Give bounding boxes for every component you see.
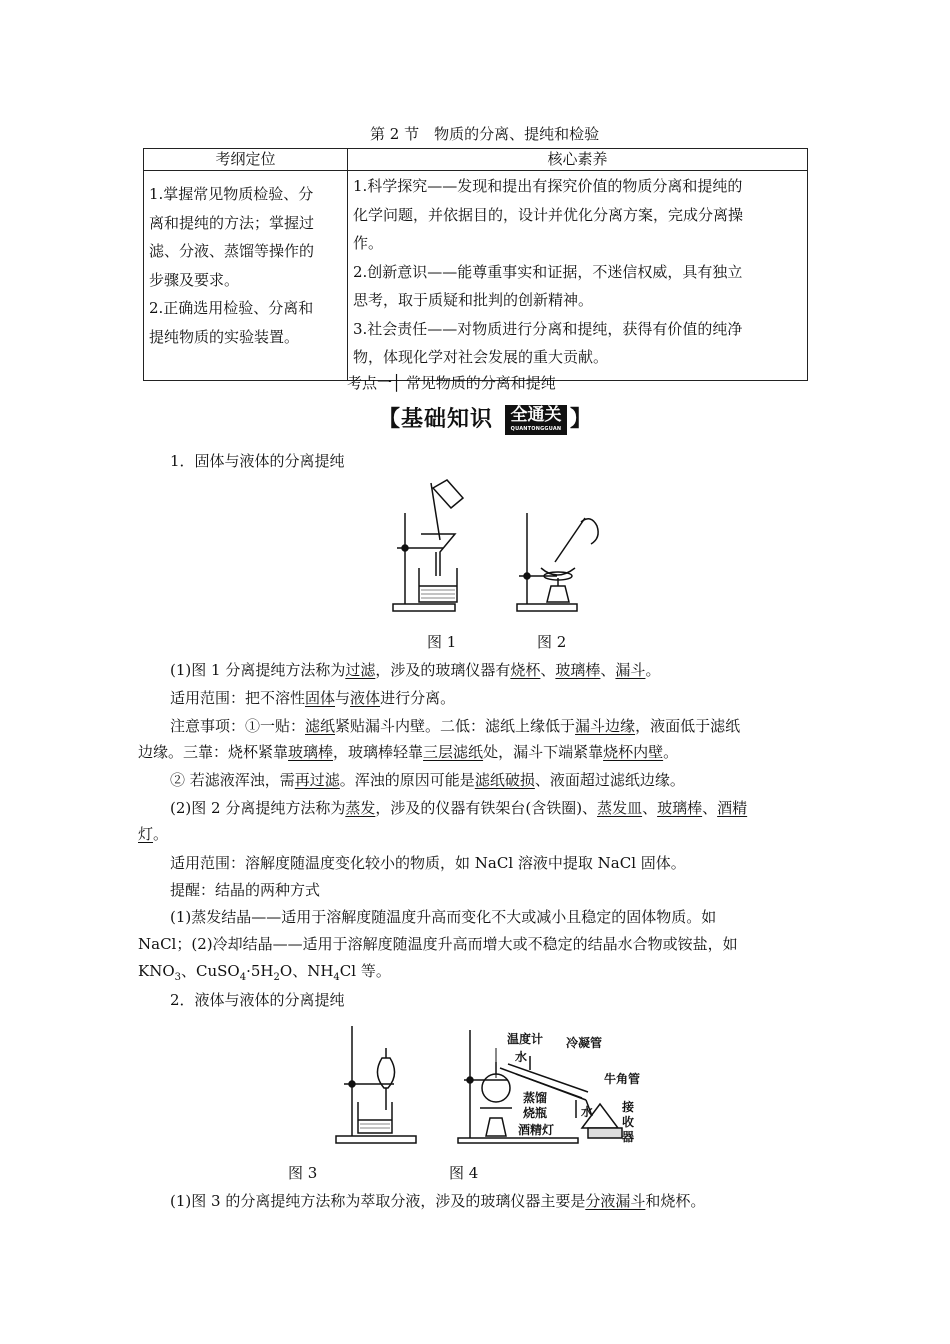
answer: 蒸发皿: [597, 799, 643, 817]
fig4-caption: 图 4: [449, 1164, 479, 1182]
text: (1)图 1 分离提纯方法称为: [170, 661, 346, 679]
label-receiver-2: 收: [622, 1115, 635, 1129]
text: ·5H: [246, 962, 274, 980]
answer: 过滤: [345, 661, 376, 679]
fig1-caption: 图 1: [427, 633, 457, 651]
table-cell-right: [348, 171, 808, 381]
point-heading: 考点一│ 常见物质的分离和提纯: [347, 374, 556, 392]
label-thermometer: 温度计: [507, 1032, 544, 1046]
left-line: 离和提纯的方法；掌握过: [149, 213, 315, 232]
paragraph-examples: [138, 961, 391, 988]
right-line: 1.科学探究——发现和提出有探究价值的物质分离和提纯的: [353, 177, 743, 195]
right-line: 物，体现化学对社会发展的重大贡献。: [353, 348, 609, 366]
text: 与: [335, 689, 351, 707]
text: 。: [153, 825, 169, 843]
answer: 酒精: [717, 799, 748, 817]
text: 、: [540, 661, 556, 679]
answer: 滤纸破损: [474, 771, 535, 789]
label-receiver-3: 器: [622, 1130, 635, 1144]
label-receiver-1: 接: [622, 1100, 635, 1114]
paragraph-scope2: 适用范围：溶解度随温度变化较小的物质，如 NaCl 溶液中提取 NaCl 固体。: [170, 854, 686, 872]
text: ，涉及的玻璃仪器有: [375, 661, 511, 679]
answer: 三层滤纸: [423, 743, 484, 761]
text: ，液面低于滤纸: [635, 717, 741, 735]
banner-title: [378, 404, 493, 436]
text: 紧贴漏斗内壁。二低：滤纸上缘低于: [335, 717, 576, 735]
label-condenser: 冷凝管: [566, 1036, 603, 1050]
left-line: 滤、分液、蒸馏等操作的: [149, 242, 315, 260]
paragraph-fig2-cont: [138, 824, 168, 845]
text: Cl 等。: [339, 962, 391, 980]
text: ，玻璃棒轻靠: [333, 743, 424, 761]
section-title: 第 2 节 物质的分离、提纯和检验: [370, 125, 600, 143]
text: (2)图 2 分离提纯方法称为: [170, 799, 346, 817]
paragraph-fig3: [170, 1191, 705, 1212]
banner-main: 【基础知识: [378, 407, 494, 432]
text: (1)图 3 的分离提纯方法称为萃取分液，涉及的玻璃仪器主要是: [170, 1192, 586, 1210]
text: 、: [702, 799, 718, 817]
subscript: 3: [174, 972, 182, 983]
answer: 玻璃棒: [555, 661, 601, 679]
text: KNO: [138, 962, 175, 980]
text: 和烧杯。: [645, 1192, 706, 1210]
section2-heading: 2．液体与液体的分离提纯: [170, 991, 345, 1009]
left-line: 步骤及要求。: [149, 270, 240, 289]
answer: 再过滤: [294, 771, 340, 789]
table-header-left: 考纲定位: [144, 149, 348, 171]
answer: 滤纸: [305, 717, 336, 735]
text: O、NH: [279, 962, 334, 980]
filtration-evaporation-figure: [385, 478, 615, 618]
paragraph-scope1: [170, 688, 455, 709]
banner-badge-small: QUANTONGGUAN: [510, 426, 562, 432]
text: 边缘。三靠：烧杯紧靠: [138, 743, 289, 761]
text: 。浑浊的原因可能是: [339, 771, 475, 789]
text: 、CuSO: [181, 962, 240, 980]
text: ，涉及的仪器有铁架台(含铁圈)、: [375, 799, 598, 817]
label-water-out: 水: [515, 1050, 528, 1064]
answer: 烧杯: [510, 661, 541, 679]
subscript: 2: [273, 972, 280, 983]
section1-heading: 1．固体与液体的分离提纯: [170, 452, 345, 470]
answer: 烧杯内壁: [603, 743, 664, 761]
left-line: 1.掌握常见物质检验、分: [149, 185, 314, 203]
outline-table: [143, 148, 808, 381]
text: ② 若滤液浑浊，需: [170, 771, 295, 789]
label-water-in: 水: [581, 1105, 594, 1119]
paragraph-reminder: 提醒：结晶的两种方式: [170, 881, 321, 899]
text: 、: [600, 661, 616, 679]
answer: 固体: [305, 689, 336, 707]
banner-badge: [505, 405, 567, 435]
paragraph-notes: [170, 716, 740, 737]
text: 进行分离。: [380, 689, 456, 707]
table-header-right: 核心素养: [348, 149, 808, 171]
banner-badge-text: 全通关: [510, 405, 562, 425]
paragraph-fig1: [170, 660, 660, 681]
fig3-caption: 图 3: [288, 1164, 318, 1182]
answer: 分液漏斗: [585, 1192, 646, 1210]
answer: 蒸发: [345, 799, 376, 817]
left-line: 提纯物质的实验装置。: [149, 327, 300, 346]
paragraph-turbid: [170, 770, 685, 791]
label-lamp: 酒精灯: [518, 1123, 555, 1137]
text: 。: [645, 661, 661, 679]
banner-close: 】: [570, 407, 593, 432]
answer: 玻璃棒: [288, 743, 334, 761]
subscript: 4: [239, 972, 247, 983]
right-line: 思考，取于质疑和批判的创新精神。: [353, 291, 594, 309]
answer: 漏斗: [615, 661, 646, 679]
right-line: 2.创新意识——能尊重事实和证据，不迷信权威，具有独立: [353, 262, 743, 281]
answer: 液体: [350, 689, 381, 707]
text: 注意事项：①一贴：: [170, 717, 306, 735]
right-line: 作。: [353, 234, 384, 252]
answer: 灯: [138, 825, 154, 843]
text: 、: [642, 799, 658, 817]
text: 、液面超过滤纸边缘。: [534, 771, 685, 789]
fig2-caption: 图 2: [537, 633, 567, 651]
paragraph-notes-cont: [138, 742, 678, 763]
answer: 漏斗边缘: [575, 717, 636, 735]
answer: 玻璃棒: [657, 799, 703, 817]
text: 适用范围：把不溶性: [170, 689, 306, 707]
label-adapter: 牛角管: [604, 1072, 641, 1086]
paragraph-crystal1: (1)蒸发结晶——适用于溶解度随温度升高而变化不大或减小且稳定的固体物质。如: [170, 908, 717, 926]
paragraph-crystal2: NaCl；(2)冷却结晶——适用于溶解度随温度升高而增大或不稳定的结晶水合物或铵盐，如: [138, 935, 738, 953]
right-line: 化学问题，并依据目的，设计并优化分离方案，完成分离操: [353, 205, 744, 224]
table-cell-left: [144, 171, 348, 381]
text: 处，漏斗下端紧靠: [483, 743, 604, 761]
subscript: 4: [333, 972, 340, 983]
right-line: 3.社会责任——对物质进行分离和提纯，获得有价值的纯净: [353, 319, 743, 338]
text: 。: [663, 743, 679, 761]
paragraph-fig2: [170, 798, 747, 819]
label-flask-1: 蒸馏: [523, 1091, 548, 1105]
left-line: 2.正确选用检验、分离和: [149, 299, 314, 317]
label-flask-2: 烧瓶: [523, 1106, 548, 1120]
